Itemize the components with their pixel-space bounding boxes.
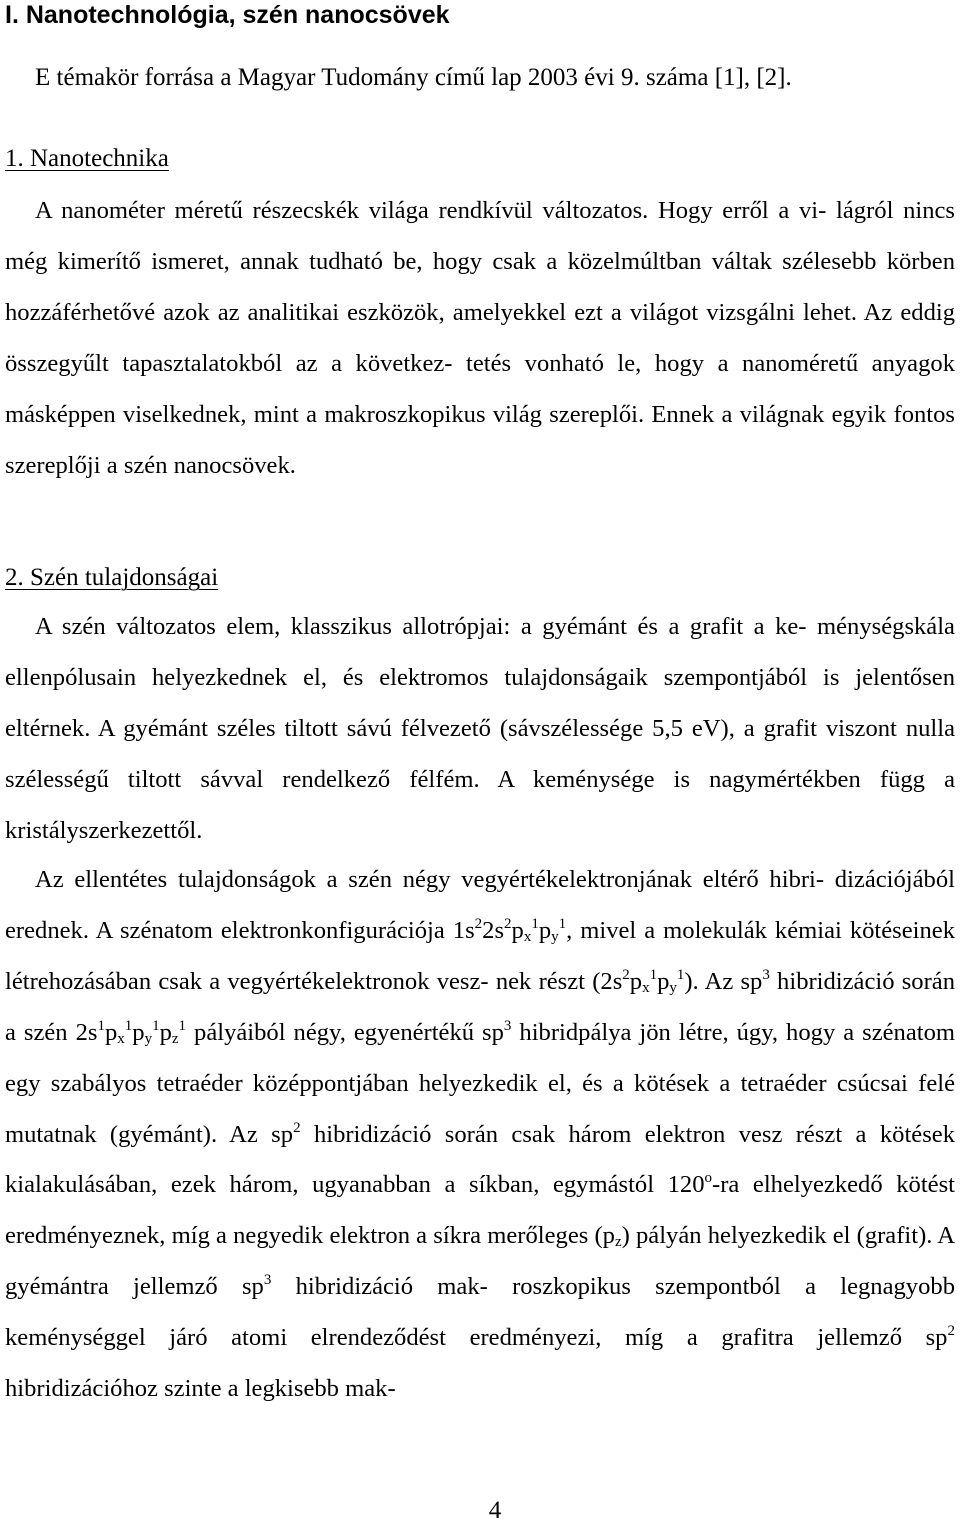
section-heading-szen-tulajdonsagai: 2. Szén tulajdonságai [5, 564, 219, 591]
page-number: 4 [488, 1497, 502, 1524]
section-heading-nanotechnika: 1. Nanotechnika [5, 145, 169, 172]
paragraph-nanotechnika: A nanométer méretű részecskék világa rendkívül változatos. Hogy erről a vi- lágról nincs még kimerítő ismeret, annak tudható be, hogy csak a közelmúltban váltak szélesebb körben hozzáférhetővé azok az analitikai eszközök, amelyekkel ezt a világot vizsgálni lehet. Az eddig összegyűlt tapasztalatokból az a következ- tetés vonható le, hogy a nanoméretű anyagok másképpen viselkednek, mint a makroszkopikus világ szereplői. Ennek a világnak egyik fontos szereplőji a szén nanocsövek. [5, 197, 956, 479]
source-note: E témakör forrása a Magyar Tudomány című lap 2003 évi 9. száma [1], [2]. [35, 64, 792, 91]
chapter-title: I. Nanotechnológia, szén nanocsövek [5, 1, 450, 29]
paragraph-hibridizacio: Az ellentétes tulajdonságok a szén négy vegyértékelektronjának eltérő hibri- dizációjából erednek. A szénatom elektronkonfigurációja $1s^22s^2p_x^1p_y^1$, mivel a molekulák kémiai kötéseinek létrehozásában csak a vegyértékelektronok vesz- nek részt $(2s^2p_x^1p_y^1)$. Az $sp^3$ hibridizáció során a szén $2s^1p_x^1p_y^1p_z^1$ pályáiból négy, egyenértékű $sp^3$ hibridpálya jön létre, úgy, hogy a szénatom egy szabályos tetraéder középpontjában helyezkedik el, és a kötések a tetraéder csúcsai felé mutatnak (gyémánt). Az $sp^2$ hibridizáció során csak három elektron vesz részt a kötések kialakulásában, ezek három, ugyanabban a síkban, egymástól 120$^o$-ra elhelyezkedő kötést eredményeznek, míg a negyedik elektron a síkra merőleges $(p_z)$ pályán helyezkedik el (grafit). A gyémántra jellemző $sp^3$ hibridizáció mak- roszkopikus szempontból a legnagyobb keménységgel járó atomi elrendeződést eredményezi, míg a grafitra jellemző $sp^2$ hibridizációhoz szinte a legkisebb mak- [5, 866, 956, 1403]
paragraph-szen-allotropok: A szén változatos elem, klasszikus allotrópjai: a gyémánt és a grafit a ke- ménységskála ellenpólusain helyezkednek el, és elektromos tulajdonságaik szempontjából is jelentősen eltérnek. A gyémánt széles tiltott sávú félvezető (sávszélessége 5,5 eV), a grafit viszont nulla szélességű tiltott sávval rendelkező félfém. A keménysége is nagymértékben függ a kristályszerkezettől. [5, 613, 956, 844]
